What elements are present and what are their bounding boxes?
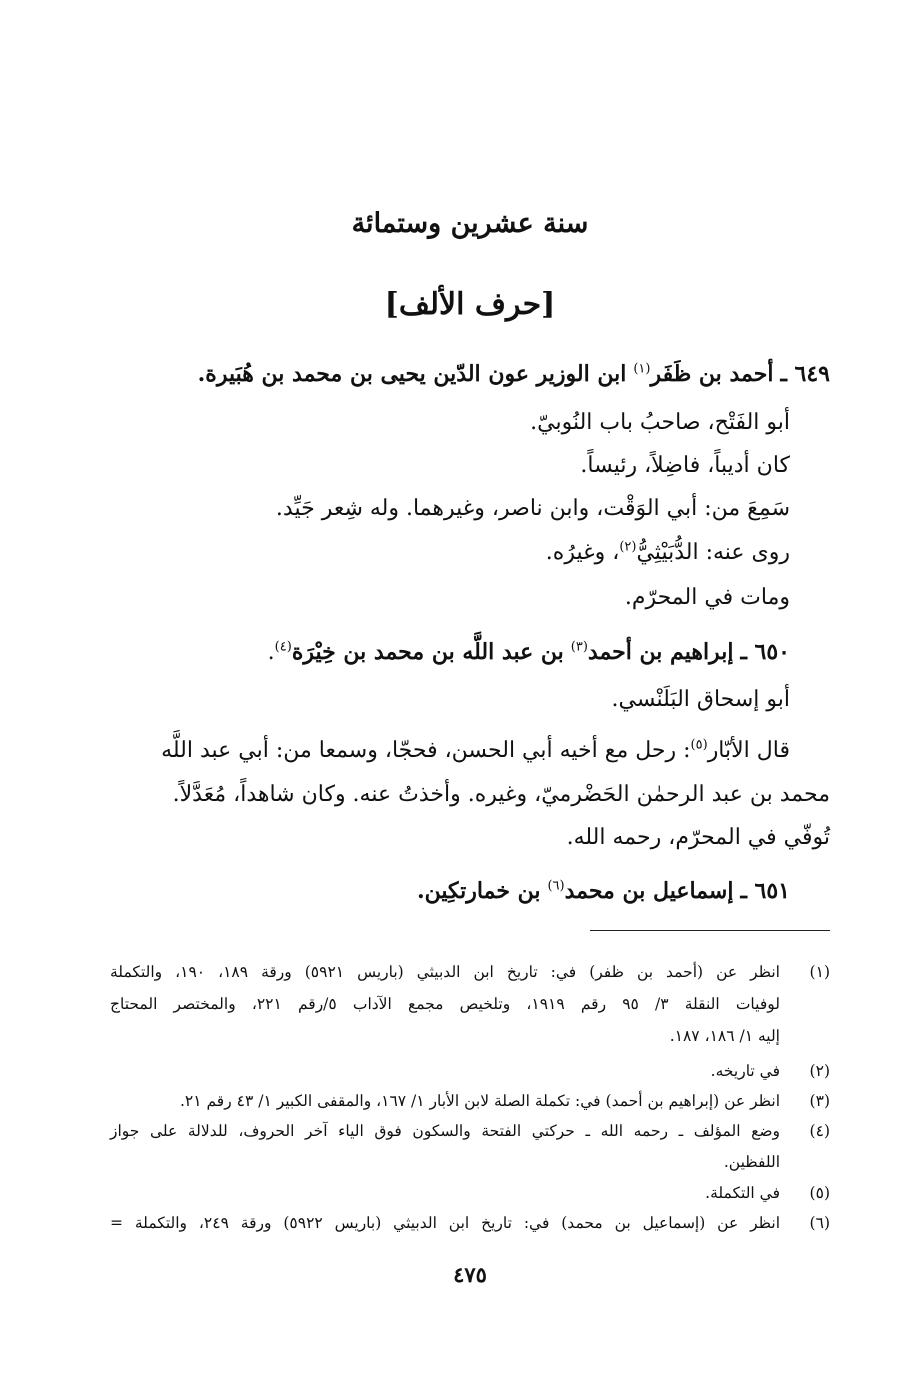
footnote-ref: (٢) [619, 539, 637, 555]
text-line [110, 533, 830, 573]
footnote-text: لوفيات النقلة ٣/ ٩٥ رقم ١٩١٩، وتلخيص مجمع الآداب ٥/رقم ٢٢١، والمختصر المحتاج [110, 995, 780, 1013]
footnote-number: (٤) [809, 1122, 830, 1140]
text-line: أبو إسحاق البَلَنْسي. [611, 687, 790, 712]
entry-lineage: بن عبد اللَّه بن محمد بن خِيْرَة [291, 639, 564, 665]
entry-lineage: بن خمارتكِين. [416, 878, 541, 904]
text-line: سَمِعَ من: أبي الوَقْت، وابن ناصر، وغيرهما. وله شِعر جَيِّد. [275, 496, 790, 521]
footnote-number: (١) [809, 963, 830, 981]
footnote-ref: (٦) [547, 878, 565, 894]
footnote-text: اللفظين. [723, 1153, 780, 1171]
footnote-number: (٦) [809, 1214, 830, 1232]
footnote-text: وضع المؤلف ـ رحمه الله ـ حركتي الفتحة والسكون فوق الياء آخر الحروف، للدلالة على جواز [110, 1122, 780, 1140]
book-page [110, 0, 830, 1375]
text-line: تُوفّي في المحرّم، رحمه الله. [566, 825, 830, 850]
text-line: محمد بن عبد الرحمٰن الحَضْرميّ، وغيره. وأخذتُ عنه. وكان شاهداً، مُعَدَّلاً. [172, 782, 830, 807]
entry-lineage: ابن الوزير عون الدّين يحيى بن محمد بن هُبَيرة. [197, 361, 627, 387]
footnote-ref: (٣) [570, 639, 588, 655]
text-span: : رحل مع أخيه أبي الحسن، فحجّا، وسمعا من: أبي عبد اللَّه [161, 738, 691, 763]
text-span: قال الأبّار [707, 738, 790, 763]
footnote-number: (٣) [809, 1092, 830, 1110]
footnote-text: في تاريخه. [710, 1062, 780, 1080]
entry-number: ٦٥١ ـ [740, 878, 790, 904]
entry-650-heading [110, 632, 830, 673]
entry-number: ٦٤٩ ـ [780, 361, 830, 387]
entry-name: إبراهيم بن أحمد [587, 639, 734, 665]
entry-651-heading [110, 871, 830, 912]
page-number: ٤٧٥ [453, 1262, 487, 1287]
text-line: كان أديباً، فاضِلاً، رئيساً. [580, 453, 790, 478]
entry-name: إسماعيل بن محمد [564, 878, 734, 904]
text-line: ومات في المحرّم. [624, 585, 790, 610]
entry-name: أحمد بن ظَفَر [650, 361, 774, 387]
footnote-text: انظر عن (إبراهيم بن أحمد) في: تكملة الصلة لابن الأبار ١/ ١٦٧، والمقفى الكبير ١/ ٤٣ رقم ٢١. [179, 1092, 780, 1110]
footnote-number: (٥) [809, 1184, 830, 1202]
footnote-ref: (٤) [274, 639, 292, 655]
entry-number: ٦٥٠ ـ [740, 639, 790, 665]
footnote-ref: (٥) [690, 737, 708, 753]
section-heading: [حرف الألف] [384, 287, 556, 322]
footnote-divider [590, 930, 830, 931]
text-span: . [267, 640, 275, 665]
footnote-text: انظر عن (أحمد بن ظفر) في: تاريخ ابن الدبيثي (باريس ٥٩٢١) ورقة ١٨٩، ١٩٠، والتكملة [110, 963, 780, 981]
text-span: روى عنه: الدُّبَيْثِيُّ [636, 540, 790, 565]
footnote-text: إليه ١/ ١٨٦، ١٨٧. [669, 1027, 780, 1045]
text-span: ، وغيرُه. [545, 540, 620, 565]
entry-649-heading [110, 354, 830, 395]
footnote-ref: (١) [633, 361, 651, 377]
text-line: أبو الفَتْح، صاحبُ باب النُوبيّ. [530, 410, 790, 435]
text-line [110, 731, 830, 771]
footnote-text: في التكملة. [705, 1184, 780, 1202]
footnote-number: (٢) [809, 1062, 830, 1080]
year-heading: سنة عشرين وستمائة [351, 208, 589, 239]
footnote-text: انظر عن (إسماعيل بن محمد) في: تاريخ ابن الدبيثي (باريس ٥٩٢٢) ورقة ٢٤٩، والتكملة = [110, 1214, 780, 1232]
